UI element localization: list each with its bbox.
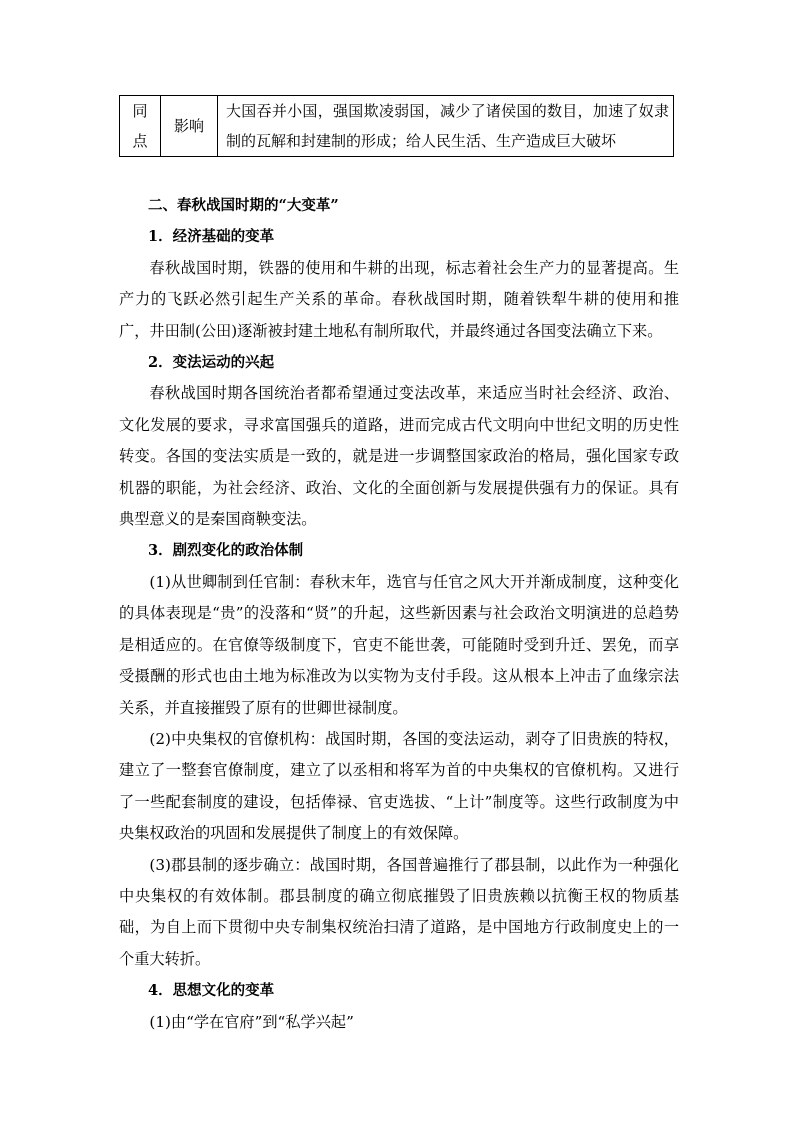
subsection-title: 1．经济基础的变革 (148, 228, 275, 246)
group-label-cell (120, 96, 161, 157)
paragraph: (3)郡县制的逐步确立：战国时期，各国普遍推行了郡县制，以此作为一种强化中央集权的有效体制。郡县制度的确立彻底摧毁了旧贵族赖以抗衡王权的物质基础，为自上而下贯彻中央专制集权统治扫清了道路，是中国地方行政制度史上的一个重大转折。 (119, 855, 679, 968)
paragraph: 春秋战国时期各国统治者都希望通过变法改革，来适应当时社会经济、政治、文化发展的要求，寻求富国强兵的道路，进而完成古代文明向中世纪文明的历史性转变。各国的变法实质是一致的，就是进一步调整国家政治的格局，强化国家专政机器的职能，为社会经济、政治、文化的全面创新与发展提供强有力的保证。具有典型意义的是秦国商鞅变法。 (119, 384, 679, 529)
table-row (120, 96, 674, 157)
paragraph: (1)从世卿制到任官制：春秋末年，选官与任官之风大开并渐成制度，这种变化的具体表现是“贵”的没落和“贤”的升起，这些新因素与社会政治文明演进的总趋势是相适应的。在官僚等级制度下，官吏不能世袭，可能随时受到升迁、罢免，而享受摄酬的形式也由土地为标准改为以实物为支付手段。这从根本上冲击了血缘宗法关系，并直接摧毁了原有的世卿世禄制度。 (119, 572, 679, 717)
paragraph: 春秋战国时期，铁器的使用和牛耕的出现，标志着社会生产力的显著提高。生产力的飞跃必然引起生产关系的革命。春秋战国时期，随着铁犁牛耕的使用和推广，井田制(公田)逐渐被封建土地私有制所取代，并最终通过各国变法确立下来。 (119, 258, 679, 340)
paragraph: (1)由“学在官府”到“私学兴起” (149, 1012, 354, 1031)
section-title: 二、春秋战国时期的“大变革” (148, 197, 339, 214)
subsection-title: 4．思想文化的变革 (148, 982, 275, 1000)
row-label-cell: 影响 (161, 96, 218, 157)
body-text (119, 190, 679, 1038)
group-label-char: 点 (132, 132, 148, 150)
subsection-title: 3．剧烈变化的政治体制 (148, 542, 304, 560)
subsection-title: 2．变法运动的兴起 (148, 354, 275, 372)
content-cell: 大国吞并小国，强国欺凌弱国，减少了诸侯国的数目，加速了奴隶制的瓦解和封建制的形成；给人民生活、生产造成巨大破坏 (218, 96, 674, 157)
comparison-table (119, 95, 674, 157)
paragraph: (2)中央集权的官僚机构：战国时期，各国的变法运动，剥夺了旧贵族的特权，建立了一整套官僚制度，建立了以丞相和将军为首的中央集权的官僚机构。又进行了一些配套制度的建设，包括俸禄、官吏选拔、“上计”制度等。这些行政制度为中央集权政治的巩固和发展提供了制度上的有效保障。 (119, 729, 679, 843)
group-label-char: 同 (132, 102, 148, 120)
